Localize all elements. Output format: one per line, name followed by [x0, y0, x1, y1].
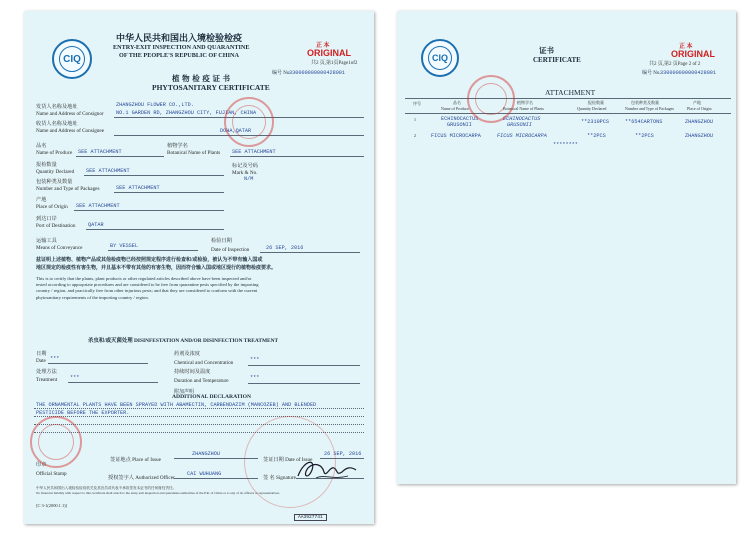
attachment-heading: ATTACHMENT — [545, 88, 596, 97]
footer-note-en: No financial liability with respect to this certificate shall attach to the entry-exit inspection and quarantine authorities of the P.R. of China or to any of its officers or representatives. — [36, 491, 280, 495]
certificate-attachment-page — [397, 11, 736, 484]
place-issue-label-en: Place of Issue — [132, 457, 161, 463]
conveyance-value: BY VESSEL — [110, 243, 139, 249]
footer-note-cn: 中华人民共和国出入境检验检疫机关及其官员或代表不承担签发本证书的任何财经责任。 — [36, 486, 177, 490]
chemical-label-en: Chemical and Concentration — [174, 360, 234, 366]
marks-value: N/M — [244, 176, 254, 182]
officer-label-en: Authorized Officer — [135, 475, 175, 481]
treatment-value: *** — [70, 375, 80, 381]
col-packages-cn: 包装种类及数量 — [631, 100, 659, 105]
inspection-stamp-top — [224, 97, 274, 147]
cert-text-cn-1: 兹证明上述植物、植物产品或其他检疫物已经按照规定程序进行检查和/或检验，被认为不带有输入国或 — [36, 258, 263, 263]
row1-botanical: ECHINOCACTUS — [503, 116, 541, 122]
produce-label-en: Name of Produce — [36, 150, 73, 156]
disinfestation-heading-en: DISINFESTATION AND/OR DISINFECTION TREATMENT — [133, 338, 279, 344]
destination-label-cn: 到达口岸 — [36, 216, 57, 222]
officer-label-cn: 授权签字人 — [108, 475, 134, 481]
inspection-date-label-cn: 检验日期 — [211, 238, 232, 244]
col-quantity-cn: 报检数量 — [588, 100, 604, 105]
faint-seal — [244, 416, 336, 508]
ciq-logo-text: CIQ — [59, 46, 85, 72]
page-info: 共2 页,第1页Page1of2 — [311, 61, 358, 66]
stamp-label-cn: 印章 — [36, 462, 47, 468]
ciq-logo-right — [421, 39, 459, 77]
stamp-label-en: Official Stamp — [36, 471, 67, 477]
row1-quantity: **2310PCS — [581, 119, 610, 125]
row2-origin: ZHANGZHOU — [685, 133, 714, 139]
date-issue-value: 26 SEP, 2016 — [324, 451, 362, 457]
row1-produce: ECHINOCACTUS — [441, 116, 479, 122]
row2-botanical: FICUS MICROCARPA — [497, 133, 547, 139]
cn-authority-title: 中华人民共和国出入境检验检疫 — [116, 34, 243, 44]
consignor-value-line2: NO.1 GARDEN RD, ZHANGZHOU CITY, FUJIAN, CHINA — [116, 110, 257, 116]
phytosanitary-certificate-page — [24, 11, 374, 524]
serial-number: AA3927741 — [294, 514, 327, 521]
produce-label-cn: 品名 — [36, 143, 47, 149]
conveyance-label-en: Means of Conveyance — [36, 245, 83, 251]
botanical-label-en: Botanical Name of Plants — [167, 150, 221, 156]
original-label: ORIGINAL — [307, 48, 351, 58]
page-info-right: 共2 页,第2 页Page 2 of 2 — [649, 62, 701, 67]
cert-no-label-right: 编号 No. — [642, 71, 661, 76]
en-authority-title-line1: ENTRY-EXIT INSPECTION AND QUARANTINE — [113, 44, 250, 51]
cert-no-label: 编号 No. — [272, 71, 291, 76]
cert-text-en-1: This is to certify that the plants, plant products or other regulated articles described above have been inspected and/or — [36, 276, 252, 281]
certification-text-cn — [36, 257, 364, 273]
col-quantity-en: Quantity Declared — [577, 106, 607, 111]
row1-no: 1 — [414, 117, 416, 122]
col-origin-en: Place of Origin — [687, 106, 712, 111]
destination-value: QATAR — [88, 222, 104, 228]
additional-declaration-label-cn: 附加声明 — [174, 390, 195, 395]
en-authority-title-line2: OF THE PEOPLE'S REPUBLIC OF CHINA — [119, 52, 239, 59]
ciq-logo — [52, 39, 92, 79]
cert-text-en-4: phytosanitary requirements of the importing country / region. — [36, 294, 149, 300]
additional-declaration-label-en: ADDITIONAL DECLARATION — [172, 394, 251, 400]
row1-packages: **654CARTONS — [625, 119, 663, 125]
packages-label-en: Number and Type of Packages — [36, 186, 100, 192]
duration-value: *** — [250, 375, 260, 381]
cert-no-value-right: 330000000000428001 — [660, 70, 717, 76]
date-label-cn: 日期 — [36, 351, 47, 357]
cert-title-cn: 植 物 检 疫 证 书 — [172, 74, 231, 83]
chemical-label-cn: 药剂及浓度 — [174, 351, 200, 357]
col-origin-cn: 产地 — [693, 100, 701, 105]
ciq-logo-right-text: CIQ — [428, 46, 452, 70]
additional-declaration-line1: THE ORNAMENTAL PLANTS HAVE BEEN SPRAYED WITH ABAMECTIN, CARBENDAZIM (MANCOZEB) AND BLENDED — [36, 402, 317, 408]
consignor-label-cn: 发货人名称及地址 — [36, 104, 78, 110]
row2-produce: FICUS MICROCARPA — [431, 133, 481, 139]
officer-value: CAI WUHUANG — [187, 471, 222, 477]
inspection-date-label-en: Date of Inspection — [211, 247, 250, 253]
duration-label-en: Duration and Temperature — [174, 378, 229, 384]
inspection-date-value: 26 SEP, 2016 — [266, 245, 304, 251]
quantity-value: SEE ATTACHMENT — [86, 168, 130, 174]
original-label-right: ORIGINAL — [671, 49, 715, 59]
col-produce-cn: 品名 — [453, 100, 461, 105]
additional-declaration-line2: PESTICIDE BEFORE THE EXPORTER. — [36, 410, 130, 416]
attachment-stamp — [467, 75, 515, 123]
cert-text-en-2: tested according to appropriate procedures and are considered to be free from quarantine pests specified by the importing — [36, 282, 259, 288]
certificate-title-cn: 证书 — [539, 46, 554, 55]
col-botanical-cn: 植物学名 — [517, 100, 533, 105]
quantity-label-cn: 报检数量 — [36, 162, 57, 168]
col-packages-en: Number and Type of Packages — [625, 106, 674, 111]
date-issue-label-en: Date of Issue — [285, 457, 313, 463]
consignor-label-en: Name and Address of Consignor — [36, 111, 104, 117]
certificate-title-en: CERTIFICATE — [533, 56, 581, 64]
origin-label-cn: 产地 — [36, 197, 47, 203]
disinfestation-heading-cn: 杀虫和/或灭菌处理 — [88, 338, 133, 344]
destination-label-en: Port of Destination — [36, 223, 76, 229]
place-issue-value: ZHANGZHOU — [192, 451, 221, 457]
cert-no-value: 330000000000428001 — [289, 70, 346, 76]
produce-value: SEE ATTACHMENT — [78, 149, 122, 155]
row2-quantity: **2PCS — [587, 133, 606, 139]
treatment-label-cn: 处理方法 — [36, 369, 57, 375]
marks-label-en: Mark & No. — [232, 170, 258, 176]
row1-origin: ZHANGZHOU — [685, 119, 714, 125]
consignee-value: DOHA,QATAR — [220, 128, 252, 134]
botanical-value: SEE ATTACHMENT — [232, 149, 276, 155]
official-stamp — [30, 416, 82, 468]
signature-label-en: Signature — [275, 475, 296, 481]
cert-title-en: PHYTOSANITARY CERTIFICATE — [152, 83, 270, 92]
date-issue-label-cn: 签证日期 — [263, 457, 284, 463]
consignee-label-en: Name and Address of Consignee — [36, 128, 104, 134]
disinfestation-heading — [88, 336, 278, 344]
cert-text-en-3: country / region, and practically free from other injurious pests; and that they are considered to conform with the current — [36, 288, 258, 294]
place-issue-label — [110, 456, 161, 463]
certification-text-en — [36, 276, 366, 301]
row1-produce-line2: GRUSONII — [447, 122, 472, 128]
end-mark: ******** — [553, 142, 578, 148]
consignor-value: ZHANGZHOU FLOWER CO.,LTD. — [116, 102, 194, 108]
row2-no: 2 — [414, 133, 416, 138]
duration-label-cn: 持续时间及温度 — [174, 369, 211, 375]
date-label-en: Date — [36, 358, 46, 364]
col-no-cn: 序号 — [413, 101, 421, 106]
chemical-value: *** — [250, 357, 260, 363]
cert-text-cn-2: 地区规定的检疫性有害生物，并且基本不带有其他的有害生物，因而符合输入国或地区现行的植物检疫要求。 — [36, 266, 277, 271]
officer-label — [108, 474, 175, 481]
origin-value: SEE ATTACHMENT — [76, 203, 120, 209]
conveyance-label-cn: 运输工具 — [36, 238, 57, 244]
row1-botanical-line2: GRUSONII — [507, 122, 532, 128]
place-issue-label-cn: 签证地点 — [110, 457, 131, 463]
packages-label-cn: 包装种类及数量 — [36, 179, 73, 185]
consignee-label-cn: 收货人名称及地址 — [36, 121, 78, 127]
col-produce-en: Name of Produce — [441, 106, 469, 111]
signature-label-cn: 签 名 — [263, 475, 275, 481]
original-cn-right: 正 本 — [679, 44, 693, 50]
date-value: *** — [50, 356, 60, 362]
original-cn: 正 本 — [316, 43, 330, 49]
form-code: [C 3-1(2000.1.1)] — [36, 503, 68, 508]
quantity-label-en: Quantity Declared — [36, 169, 75, 175]
row2-packages: **2PCS — [635, 133, 654, 139]
col-botanical-en: Botanical Name of Plants — [503, 106, 544, 111]
origin-label-en: Place of Origin — [36, 204, 68, 210]
treatment-label-en: Treatment — [36, 377, 58, 383]
marks-label-cn: 标记及号码 — [232, 163, 258, 169]
packages-value: SEE ATTACHMENT — [116, 185, 160, 191]
botanical-label-cn: 植物学名 — [167, 143, 188, 149]
